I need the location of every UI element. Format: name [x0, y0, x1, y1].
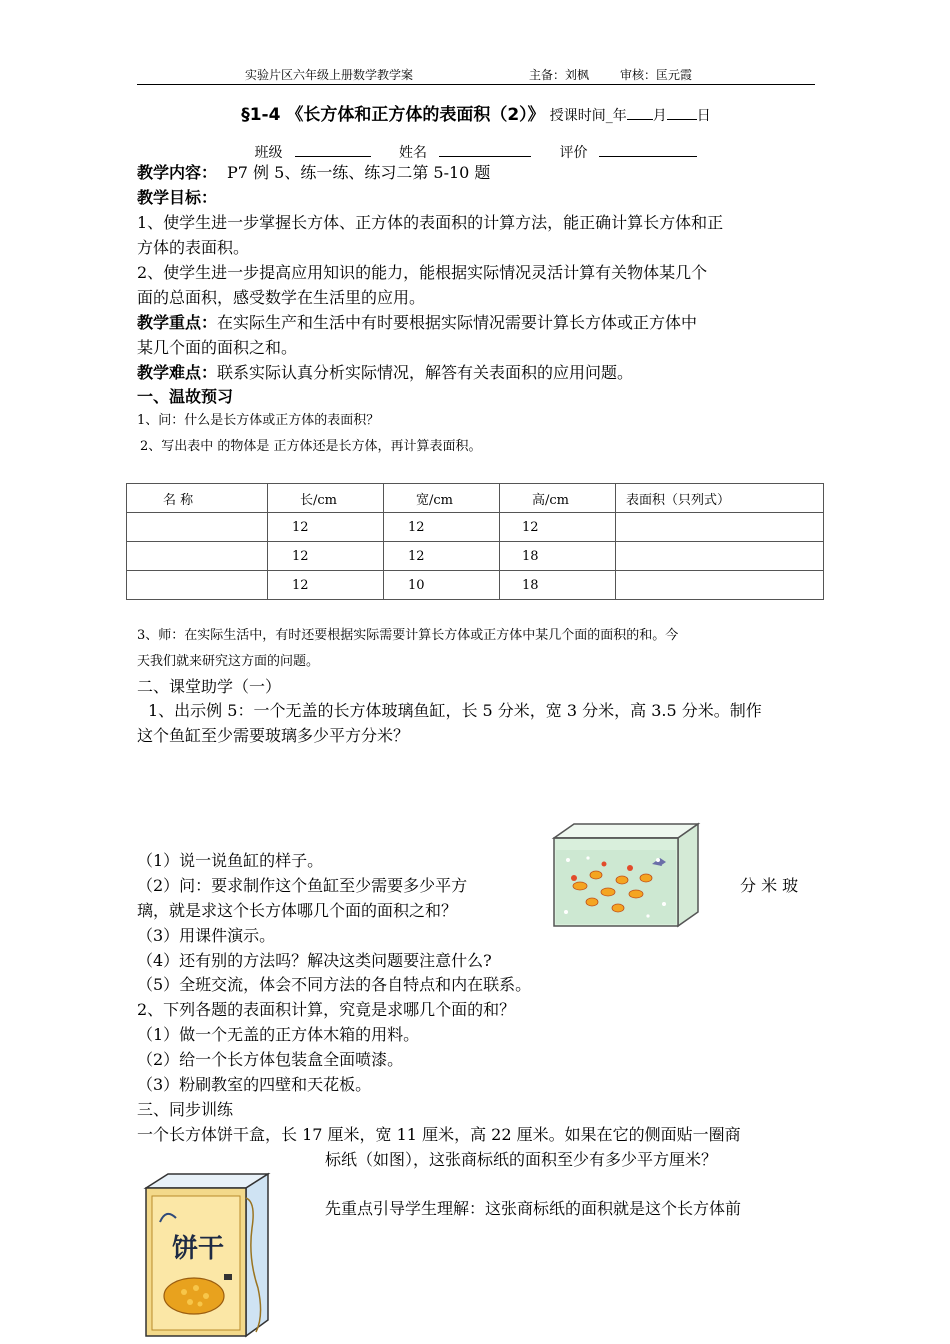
cell-surface-area[interactable]	[616, 542, 824, 571]
step-3: （3）用课件演示。	[137, 926, 276, 945]
difficulty-label: 教学难点：	[137, 363, 218, 382]
cell-height: 18	[500, 571, 616, 600]
cell-height: 18	[500, 542, 616, 571]
question-2-item-1: （1）做一个无盖的正方体木箱的用料。	[137, 1025, 420, 1044]
exercise-line-1: 一个长方体饼干盒，长 17 厘米，宽 11 厘米，高 22 厘米。如果在它的侧面贴一圈商	[137, 1125, 741, 1144]
time-month: 月	[652, 108, 667, 124]
time-prefix: 授课时间_年	[549, 108, 627, 124]
cell-surface-area[interactable]	[616, 513, 824, 542]
grade-field[interactable]	[599, 142, 697, 157]
step-2-left: （2）问：要求制作这个鱼缸至少需要多少平方	[137, 876, 468, 895]
header-school: 实验片区六年级上册数学教学案	[245, 68, 414, 82]
content-label: 教学内容：	[137, 163, 218, 182]
note-3-line-1: 3、师：在实际生活中，有时还要根据实际需要计算长方体或正方体中某几个面的面积的和。今	[137, 628, 679, 643]
name-label: 姓名	[399, 145, 427, 161]
goal-2-line-1: 2、使学生进一步提高应用知识的能力，能根据实际情况灵活计算有关物体某几个	[137, 263, 708, 282]
content-line	[137, 160, 817, 185]
title-main: §1-4 《长方体和正方体的表面积（2）》	[241, 105, 545, 125]
header-author: 主备：刘枫	[529, 68, 590, 82]
key-line-2: 某几个面的面积之和。	[137, 338, 298, 357]
cell-length: 12	[268, 513, 384, 542]
difficulty-text: 联系实际认真分析实际情况，解答有关表面积的应用问题。	[217, 363, 634, 382]
cell-surface-area[interactable]	[616, 571, 824, 600]
difficulty-line	[137, 360, 817, 385]
section-3-heading: 三、同步训练	[137, 1100, 234, 1119]
class-field[interactable]	[295, 142, 371, 157]
example-5-line-1: 1、出示例 5：一个无盖的长方体玻璃鱼缸，长 5 分米，宽 3 分米，高 3.5 分米。制作	[148, 701, 762, 720]
col-height: 高/cm	[500, 484, 616, 513]
col-name: 名 称	[127, 484, 268, 513]
exercise-line-2: 标纸（如图），这张商标纸的面积至少有多少平方厘米？	[325, 1150, 718, 1169]
page-header	[137, 66, 815, 85]
goals-label: 教学目标：	[137, 188, 218, 207]
goal-2-line-2: 面的总面积，感受数学在生活里的应用。	[137, 288, 426, 307]
section-1-q1: 1、问：什么是长方体或正方体的表面积？	[137, 413, 380, 428]
cell-length: 12	[268, 542, 384, 571]
cell-width: 10	[384, 571, 500, 600]
biscuit-box-label: 饼干	[172, 1234, 225, 1264]
table-row	[127, 571, 824, 600]
key-label: 教学重点：	[137, 313, 218, 332]
time-day: 日	[696, 108, 711, 124]
page-title	[137, 100, 815, 125]
student-info-line	[137, 142, 815, 162]
col-width: 宽/cm	[384, 484, 500, 513]
step-5: （5）全班交流，体会不同方法的各自特点和内在联系。	[137, 975, 532, 994]
section-1-q2: 2、写出表中 的物体是 正方体还是长方体，再计算表面积。	[140, 439, 482, 454]
example-5-line-2: 这个鱼缸至少需要玻璃多少平方分米？	[137, 726, 410, 745]
note-3-line-2: 天我们就来研究这方面的问题。	[137, 654, 320, 669]
cell-width: 12	[384, 513, 500, 542]
goal-1-line-1: 1、使学生进一步掌握长方体、正方体的表面积的计算方法，能正确计算长方体和正	[137, 213, 724, 232]
question-2-item-3: （3）粉刷教室的四壁和天花板。	[137, 1075, 372, 1094]
key-line-1	[137, 310, 817, 335]
step-4: （4）还有别的方法吗？解决这类问题要注意什么?	[137, 951, 492, 970]
cell-name[interactable]	[127, 571, 268, 600]
dimensions-table	[126, 483, 824, 600]
cell-height: 12	[500, 513, 616, 542]
header-reviewer: 审核：匡元霞	[620, 68, 693, 82]
day-blank	[667, 105, 697, 120]
table-row	[127, 542, 824, 571]
cell-name[interactable]	[127, 542, 268, 571]
col-length: 长/cm	[268, 484, 384, 513]
cell-length: 12	[268, 571, 384, 600]
key-text: 在实际生产和生活中有时要根据实际情况需要计算长方体或正方体中	[217, 313, 698, 332]
goal-1-line-2: 方体的表面积。	[137, 238, 250, 257]
month-blank	[627, 105, 653, 120]
question-2: 2、下列各题的表面积计算，究竟是求哪几个面的和？	[137, 1000, 516, 1019]
cell-name[interactable]	[127, 513, 268, 542]
col-surface-area: 表面积（只列式）	[616, 484, 824, 513]
table-header-row	[127, 484, 824, 513]
content-text: P7 例 5、练一练、练习二第 5-10 题	[227, 163, 491, 182]
title-time	[550, 108, 711, 124]
step-2-line-2: 璃，就是求这个长方体哪几个面的面积之和？	[137, 901, 458, 920]
grade-label: 评价	[559, 145, 588, 161]
exercise-line-3: 先重点引导学生理解：这张商标纸的面积就是这个长方体前	[325, 1199, 742, 1218]
step-1: （1）说一说鱼缸的样子。	[137, 851, 324, 870]
table-row	[127, 513, 824, 542]
name-field[interactable]	[439, 142, 531, 157]
class-label: 班级	[254, 145, 283, 161]
biscuit-box-image	[138, 1170, 278, 1342]
step-2-right: 分 米 玻	[740, 876, 799, 895]
cell-width: 12	[384, 542, 500, 571]
question-2-item-2: （2）给一个长方体包装盒全面喷漆。	[137, 1050, 404, 1069]
section-2-heading: 二、课堂助学（一）	[137, 677, 282, 696]
section-1-heading: 一、温故预习	[137, 387, 234, 406]
